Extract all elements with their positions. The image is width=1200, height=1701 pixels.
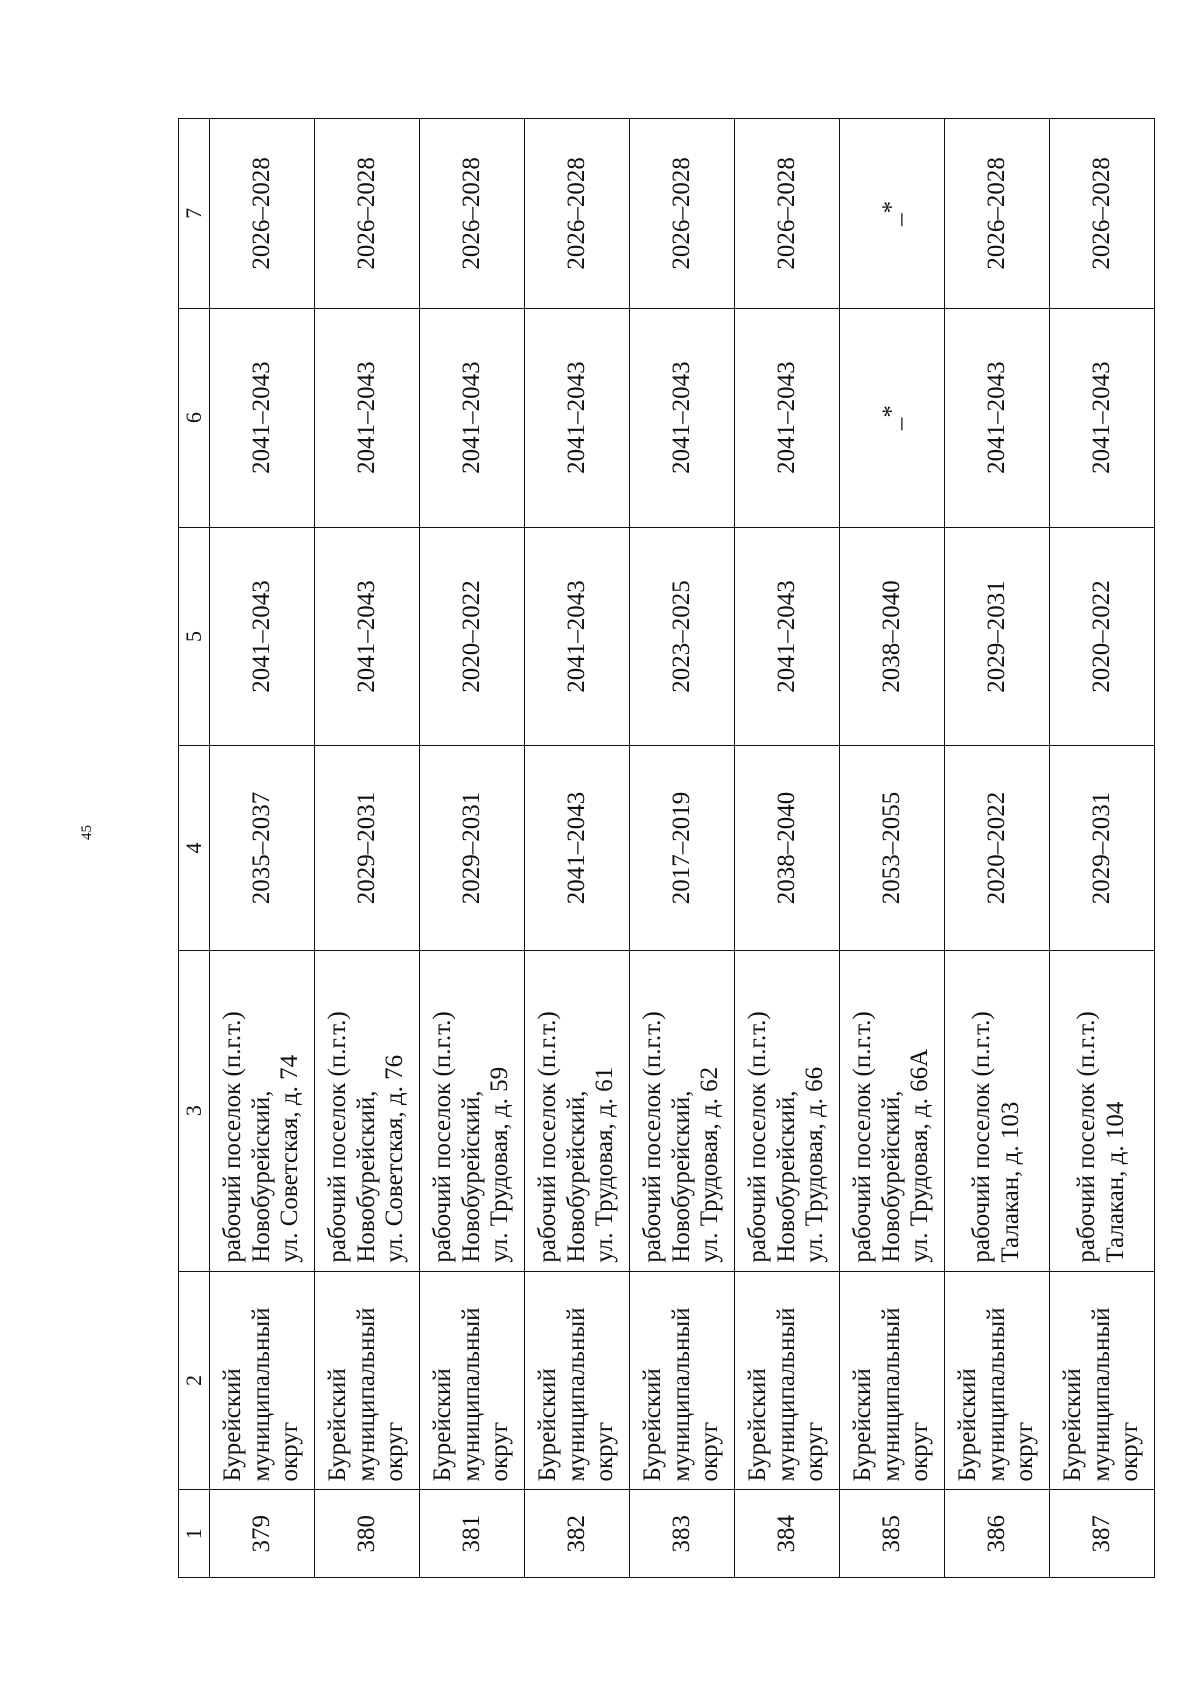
district-cell-line: округ <box>906 1421 934 1482</box>
district-cell <box>945 1271 1050 1490</box>
period-col4: 2020–2022 <box>945 746 1050 950</box>
address-cell-line: ул. Трудовая, д. 66 <box>801 1066 829 1263</box>
address-cell <box>315 950 420 1271</box>
table-row <box>525 119 630 1578</box>
address-cell-line: рабочий поселок (п.г.т.) <box>743 1011 771 1263</box>
district-cell-line: муниципальный <box>877 1307 905 1482</box>
address-cell <box>1050 950 1155 1271</box>
address-cell-line: Новобурейский, <box>667 1090 695 1263</box>
address-cell-line: Новобурейский, <box>562 1090 590 1263</box>
period-col6: 2041–2043 <box>630 308 735 527</box>
period-col6: 2041–2043 <box>1050 308 1155 527</box>
period-col5: 2020–2022 <box>420 527 525 746</box>
address-cell <box>525 950 630 1271</box>
address-cell-line: Новобурейский, <box>772 1090 800 1263</box>
address-cell-line: рабочий поселок (п.г.т.) <box>848 1011 876 1263</box>
district-cell-line: Бурейский <box>428 1368 456 1482</box>
district-cell <box>840 1271 945 1490</box>
period-col4: 2038–2040 <box>735 746 840 950</box>
table-row <box>210 119 315 1578</box>
row-number: 381 <box>420 1490 525 1578</box>
period-col5: 2023–2025 <box>630 527 735 746</box>
address-cell-line: ул. Советская, д. 74 <box>276 1054 304 1263</box>
period-col7: _* <box>840 119 945 309</box>
district-cell-line: муниципальный <box>667 1307 695 1482</box>
period-col6: _* <box>840 308 945 527</box>
table-row <box>840 119 945 1578</box>
period-col7: 2026–2028 <box>1050 119 1155 309</box>
address-cell-line: ул. Трудовая, д. 61 <box>591 1066 619 1263</box>
address-cell-line: рабочий поселок (п.г.т.) <box>218 1011 246 1263</box>
district-cell-line: муниципальный <box>1087 1307 1115 1482</box>
address-cell <box>945 950 1050 1271</box>
district-cell-line: Бурейский <box>323 1368 351 1482</box>
row-number: 379 <box>210 1490 315 1578</box>
period-col4: 2029–2031 <box>420 746 525 950</box>
district-cell-line: округ <box>1011 1421 1039 1482</box>
address-cell-line: ул. Трудовая, д. 66А <box>906 1048 934 1263</box>
district-cell-line: Бурейский <box>638 1368 666 1482</box>
table-row <box>315 119 420 1578</box>
district-cell <box>525 1271 630 1490</box>
period-col6: 2041–2043 <box>735 308 840 527</box>
district-cell-line: округ <box>276 1421 304 1482</box>
district-cell <box>735 1271 840 1490</box>
district-cell-line: округ <box>696 1421 724 1482</box>
district-cell-line: муниципальный <box>982 1307 1010 1482</box>
district-cell-line: Бурейский <box>743 1368 771 1482</box>
period-col4: 2053–2055 <box>840 746 945 950</box>
district-cell <box>420 1271 525 1490</box>
address-cell-line: рабочий поселок (п.г.т.) <box>968 1011 996 1263</box>
address-cell-line: Новобурейский, <box>352 1090 380 1263</box>
period-col5: 2038–2040 <box>840 527 945 746</box>
column-header: 1 <box>179 1490 210 1578</box>
row-number: 385 <box>840 1490 945 1578</box>
column-header: 2 <box>179 1271 210 1490</box>
address-cell-line: Новобурейский, <box>457 1090 485 1263</box>
district-cell <box>1050 1271 1155 1490</box>
district-cell-line: округ <box>801 1421 829 1482</box>
row-number: 382 <box>525 1490 630 1578</box>
period-col6: 2041–2043 <box>945 308 1050 527</box>
district-cell-line: муниципальный <box>352 1307 380 1482</box>
address-cell <box>735 950 840 1271</box>
district-cell <box>315 1271 420 1490</box>
district-cell-line: округ <box>486 1421 514 1482</box>
address-cell-line: ул. Трудовая, д. 62 <box>696 1066 724 1263</box>
table-container <box>178 118 1146 1578</box>
address-cell-line: рабочий поселок (п.г.т.) <box>323 1011 351 1263</box>
address-cell-line: рабочий поселок (п.г.т.) <box>1073 1011 1101 1263</box>
period-col5: 2041–2043 <box>315 527 420 746</box>
period-col5: 2029–2031 <box>945 527 1050 746</box>
period-col4: 2029–2031 <box>1050 746 1155 950</box>
district-cell <box>210 1271 315 1490</box>
row-number: 383 <box>630 1490 735 1578</box>
period-col6: 2041–2043 <box>210 308 315 527</box>
district-cell-line: муниципальный <box>247 1307 275 1482</box>
table-row <box>945 119 1050 1578</box>
table-header-row <box>179 119 210 1578</box>
period-col5: 2020–2022 <box>1050 527 1155 746</box>
period-col7: 2026–2028 <box>630 119 735 309</box>
district-cell-line: округ <box>381 1421 409 1482</box>
period-col7: 2026–2028 <box>315 119 420 309</box>
district-cell-line: Бурейский <box>218 1368 246 1482</box>
column-header: 5 <box>179 527 210 746</box>
period-col4: 2041–2043 <box>525 746 630 950</box>
address-cell <box>840 950 945 1271</box>
period-col6: 2041–2043 <box>525 308 630 527</box>
address-cell <box>630 950 735 1271</box>
address-cell-line: рабочий поселок (п.г.т.) <box>428 1011 456 1263</box>
row-number: 380 <box>315 1490 420 1578</box>
address-cell-line: Талакан, д. 104 <box>1102 1101 1129 1263</box>
address-cell-line: Новобурейский, <box>247 1090 275 1263</box>
schedule-table <box>178 118 1155 1578</box>
district-cell-line: Бурейский <box>533 1368 561 1482</box>
district-cell-line: Бурейский <box>953 1368 981 1482</box>
district-cell-line: Бурейский <box>1058 1368 1086 1482</box>
period-col7: 2026–2028 <box>945 119 1050 309</box>
address-cell <box>210 950 315 1271</box>
table-row <box>630 119 735 1578</box>
table-row <box>420 119 525 1578</box>
address-cell-line: ул. Трудовая, д. 59 <box>486 1066 514 1263</box>
address-cell-line: ул. Советская, д. 76 <box>381 1054 409 1263</box>
row-number: 386 <box>945 1490 1050 1578</box>
address-cell-line: Новобурейский, <box>877 1090 905 1263</box>
column-header: 7 <box>179 119 210 309</box>
period-col7: 2026–2028 <box>210 119 315 309</box>
period-col6: 2041–2043 <box>315 308 420 527</box>
table-row <box>1050 119 1155 1578</box>
period-col7: 2026–2028 <box>420 119 525 309</box>
district-cell-line: муниципальный <box>772 1307 800 1482</box>
district-cell-line: муниципальный <box>457 1307 485 1482</box>
column-header: 3 <box>179 950 210 1271</box>
district-cell-line: округ <box>1116 1421 1144 1482</box>
table-row <box>735 119 840 1578</box>
column-header: 4 <box>179 746 210 950</box>
row-number: 384 <box>735 1490 840 1578</box>
period-col7: 2026–2028 <box>525 119 630 309</box>
address-cell <box>420 950 525 1271</box>
column-header: 6 <box>179 308 210 527</box>
period-col4: 2035–2037 <box>210 746 315 950</box>
period-col6: 2041–2043 <box>420 308 525 527</box>
district-cell <box>630 1271 735 1490</box>
period-col5: 2041–2043 <box>525 527 630 746</box>
page-number: 45 <box>79 825 95 840</box>
row-number: 387 <box>1050 1490 1155 1578</box>
district-cell-line: муниципальный <box>562 1307 590 1482</box>
period-col5: 2041–2043 <box>210 527 315 746</box>
address-cell-line: рабочий поселок (п.г.т.) <box>533 1011 561 1263</box>
district-cell-line: округ <box>591 1421 619 1482</box>
district-cell-line: Бурейский <box>848 1368 876 1482</box>
address-cell-line: рабочий поселок (п.г.т.) <box>638 1011 666 1263</box>
period-col4: 2029–2031 <box>315 746 420 950</box>
period-col4: 2017–2019 <box>630 746 735 950</box>
period-col7: 2026–2028 <box>735 119 840 309</box>
period-col5: 2041–2043 <box>735 527 840 746</box>
address-cell-line: Талакан, д. 103 <box>997 1101 1024 1263</box>
